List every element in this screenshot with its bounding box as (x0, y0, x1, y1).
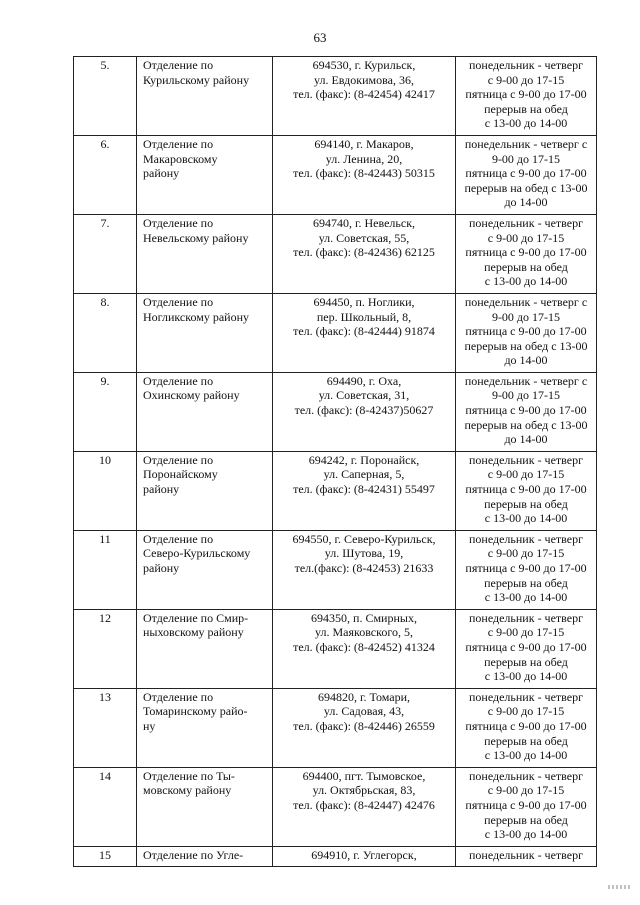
office-hours-line: с 9-00 до 17-15 (487, 783, 565, 798)
offices-table (73, 56, 597, 867)
office-address (273, 609, 456, 688)
office-hours-line: понедельник - четверг с (464, 136, 588, 151)
office-address-line: ул. Садовая, 43, (323, 704, 405, 719)
page-number: 63 (313, 30, 327, 45)
office-hours (456, 846, 597, 867)
office-address-line: ул. Советская, 31, (318, 388, 410, 403)
office-hours-line: 9-00 до 17-15 (491, 151, 561, 166)
row-number: 15 (74, 846, 137, 867)
office-address-line: 694140, г. Макаров, (314, 136, 414, 151)
office-hours-line: с 9-00 до 17-15 (487, 704, 565, 719)
office-hours-line: пятница с 9-00 до 17-00 (465, 718, 587, 733)
table-row (74, 846, 597, 867)
office-hours-line: 9-00 до 17-15 (491, 388, 561, 403)
office-hours-line: с 13-00 до 14-00 (484, 748, 568, 763)
office-name-line: мовскому району (143, 783, 232, 798)
offices-table-body (74, 57, 597, 867)
office-name-line: Северо-Курильскому (143, 546, 251, 561)
office-hours-line: пятница с 9-00 до 17-00 (465, 403, 587, 418)
office-hours-line: с 9-00 до 17-15 (487, 625, 565, 640)
office-hours-line: перерыв на обед с 13-00 (464, 417, 588, 432)
row-number: 6. (74, 135, 137, 214)
row-number: 9. (74, 372, 137, 451)
office-hours-line: понедельник - четверг с (464, 373, 588, 388)
row-number: 11 (74, 530, 137, 609)
office-address (273, 451, 456, 530)
office-name-line: району (143, 166, 180, 181)
office-address (273, 530, 456, 609)
office-hours-line: с 13-00 до 14-00 (484, 116, 568, 131)
office-name-line: району (143, 482, 180, 497)
office-address (273, 767, 456, 846)
office-hours-line: пятница с 9-00 до 17-00 (465, 245, 587, 260)
office-hours-line: с 9-00 до 17-15 (487, 230, 565, 245)
office-name-line: Отделение по (143, 689, 214, 704)
table-row (74, 767, 597, 846)
table-row (74, 293, 597, 372)
office-hours-line: понедельник - четверг (468, 847, 584, 862)
office-hours-line: пятница с 9-00 до 17-00 (465, 482, 587, 497)
office-hours-line: перерыв на обед (484, 575, 568, 590)
office-name-line: Отделение по Смир- (143, 610, 249, 625)
office-hours-line: понедельник - четверг (468, 215, 584, 230)
office-name-line: Отделение по Ты- (143, 768, 235, 783)
office-address-line: 694490, г. Оха, (326, 373, 402, 388)
table-row (74, 609, 597, 688)
office-hours-line: понедельник - четверг (468, 531, 584, 546)
office-address (273, 135, 456, 214)
row-number: 5. (74, 57, 137, 136)
office-name (137, 135, 273, 214)
office-hours (456, 609, 597, 688)
office-name-line: Макаровскому (143, 151, 218, 166)
office-hours-line: пятница с 9-00 до 17-00 (465, 324, 587, 339)
table-row (74, 451, 597, 530)
office-address-line: тел. (факс): (8-42446) 26559 (293, 718, 435, 733)
office-hours-line: понедельник - четверг (468, 58, 584, 72)
office-name (137, 293, 273, 372)
office-hours-line: до 14-00 (504, 195, 548, 210)
office-name (137, 688, 273, 767)
office-hours-line: понедельник - четверг (468, 452, 584, 467)
office-name-line: Невельскому району (143, 230, 249, 245)
office-hours-line: понедельник - четверг (468, 689, 584, 704)
office-hours-line: перерыв на обед с 13-00 (464, 180, 588, 195)
row-number: 8. (74, 293, 137, 372)
office-name-line: Отделение по (143, 215, 214, 230)
office-hours (456, 372, 597, 451)
office-address-line: тел. (факс): (8-42452) 41324 (293, 639, 435, 654)
office-hours-line: перерыв на обед с 13-00 (464, 338, 588, 353)
table-row (74, 135, 597, 214)
office-hours-line: пятница с 9-00 до 17-00 (465, 561, 587, 575)
office-hours-line: 9-00 до 17-15 (491, 309, 561, 324)
office-address-line: тел. (факс): (8-42444) 91874 (293, 324, 435, 339)
office-name (137, 214, 273, 293)
office-address-line: 694350, п. Смирных, (311, 610, 417, 625)
office-hours-line: перерыв на обед (484, 654, 568, 669)
table-row (74, 57, 597, 136)
office-name-line: Томаринскому райо- (143, 704, 248, 719)
office-address (273, 293, 456, 372)
office-hours-line: с 13-00 до 14-00 (484, 274, 568, 289)
office-name (137, 57, 273, 136)
office-hours-line: с 13-00 до 14-00 (484, 590, 568, 605)
office-hours (456, 688, 597, 767)
office-hours-line: с 9-00 до 17-15 (487, 72, 565, 87)
office-address-line: тел. (факс): (8-42443) 50315 (293, 166, 435, 181)
office-hours (456, 530, 597, 609)
office-hours (456, 214, 597, 293)
office-address (273, 688, 456, 767)
office-name (137, 846, 273, 867)
office-hours-line: перерыв на обед (484, 101, 568, 116)
office-hours-line: с 13-00 до 14-00 (484, 827, 568, 842)
office-address-line: ул. Евдокимова, 36, (314, 72, 414, 87)
office-hours-line: пятница с 9-00 до 17-00 (465, 166, 587, 181)
row-number: 13 (74, 688, 137, 767)
office-hours (456, 135, 597, 214)
office-address-line: 694530, г. Курильск, (312, 58, 416, 72)
table-row (74, 688, 597, 767)
office-address-line: 694550, г. Северо-Курильск, (292, 531, 436, 546)
office-address-line: ул. Шутова, 19, (324, 546, 404, 561)
office-name-line: ныховскому району (143, 625, 244, 640)
office-address-line: ул. Советская, 55, (318, 230, 410, 245)
office-address-line: тел. (факс): (8-42436) 62125 (293, 245, 435, 260)
office-address-line: 694910, г. Углегорск, (311, 847, 417, 862)
office-hours (456, 293, 597, 372)
office-address-line: 694740, г. Невельск, (312, 215, 416, 230)
office-name-line: Отделение по (143, 373, 214, 388)
office-name-line: району (143, 561, 180, 575)
office-address (273, 214, 456, 293)
office-hours-line: до 14-00 (504, 432, 548, 447)
row-number: 10 (74, 451, 137, 530)
office-name (137, 767, 273, 846)
office-address-line: 694400, пгт. Тымовское, (302, 768, 426, 783)
office-name-line: Отделение по (143, 531, 214, 546)
office-hours-line: с 9-00 до 17-15 (487, 546, 565, 561)
office-address-line: ул. Маяковского, 5, (315, 625, 413, 640)
office-hours-line: пятница с 9-00 до 17-00 (465, 639, 587, 654)
office-address-line: тел. (факс): (8-42447) 42476 (293, 797, 435, 812)
office-address (273, 57, 456, 136)
office-hours-line: с 13-00 до 14-00 (484, 511, 568, 526)
scan-artifact (608, 885, 630, 889)
office-name-line: Отделение по (143, 58, 214, 72)
office-hours-line: до 14-00 (504, 353, 548, 368)
office-address-line: 694450, п. Ноглики, (313, 294, 415, 309)
office-address-line: ул. Ленина, 20, (325, 151, 403, 166)
office-hours (456, 451, 597, 530)
office-address-line: тел. (факс): (8-42431) 55497 (293, 482, 435, 497)
office-hours-line: перерыв на обед (484, 812, 568, 827)
office-hours-line: понедельник - четверг с (464, 294, 588, 309)
office-hours (456, 57, 597, 136)
office-name-line: Отделение по (143, 136, 214, 151)
office-address-line: пер. Школьный, 8, (316, 309, 412, 324)
office-hours-line: перерыв на обед (484, 733, 568, 748)
office-address-line: 694242, г. Поронайск, (308, 452, 420, 467)
office-address-line: тел. (факс): (8-42437)50627 (294, 403, 434, 418)
office-name (137, 609, 273, 688)
office-name-line: Отделение по Угле- (143, 847, 244, 862)
office-address (273, 372, 456, 451)
office-name-line: Отделение по (143, 294, 214, 309)
table-row (74, 214, 597, 293)
office-hours-line: перерыв на обед (484, 496, 568, 511)
office-hours-line: пятница с 9-00 до 17-00 (465, 87, 587, 102)
office-address (273, 846, 456, 867)
office-name-line: Курильскому району (143, 72, 250, 87)
office-name (137, 372, 273, 451)
office-name-line: Поронайскому (143, 467, 218, 482)
row-number: 7. (74, 214, 137, 293)
office-name-line: Охинскому району (143, 388, 240, 403)
office-hours (456, 767, 597, 846)
office-hours-line: с 9-00 до 17-15 (487, 467, 565, 482)
office-hours-line: понедельник - четверг (468, 768, 584, 783)
row-number: 14 (74, 767, 137, 846)
office-name-line: Ногликскому району (143, 309, 250, 324)
office-hours-line: понедельник - четверг (468, 610, 584, 625)
office-address-line: 694820, г. Томари, (317, 689, 411, 704)
row-number: 12 (74, 609, 137, 688)
office-name-line: Отделение по (143, 452, 214, 467)
office-address-line: тел. (факс): (8-42454) 42417 (293, 87, 435, 102)
table-row (74, 372, 597, 451)
office-address-line: ул. Октябрьская, 83, (312, 783, 416, 798)
table-row (74, 530, 597, 609)
office-name (137, 530, 273, 609)
office-hours-line: с 13-00 до 14-00 (484, 669, 568, 684)
office-name-line: ну (143, 718, 156, 733)
office-hours-line: пятница с 9-00 до 17-00 (465, 797, 587, 812)
office-hours-line: перерыв на обед (484, 259, 568, 274)
office-name (137, 451, 273, 530)
office-address-line: ул. Саперная, 5, (323, 467, 405, 482)
office-address-line: тел.(факс): (8-42453) 21633 (294, 561, 434, 575)
